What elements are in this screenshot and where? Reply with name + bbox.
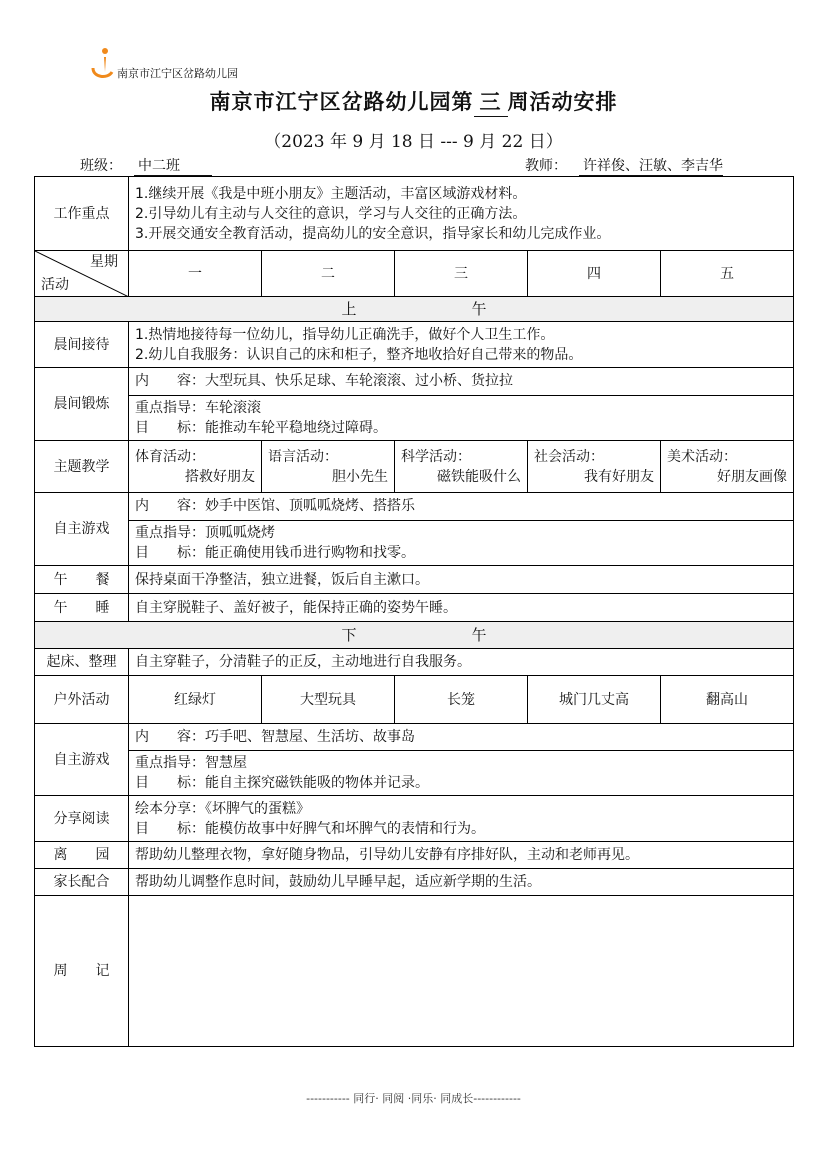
outdoor-mon: 红绿灯 [129, 676, 262, 724]
reception-content [129, 322, 794, 368]
morning-free-play-label: 自主游戏 [35, 493, 129, 566]
reading-book: 绘本分享：《坏脾气的蛋糕》 [135, 800, 310, 817]
parents-label: 家长配合 [35, 869, 129, 896]
teacher-value: 许祥俊、汪敏、李吉华 [579, 155, 723, 176]
exercise-goal: 目 标：能推动车轮平稳地绕过障碍。 [135, 420, 387, 436]
footer-slogan: ----------- 同行· 同阅 ·同乐· 同成长------------ [306, 1092, 521, 1105]
wakeup-label: 起床、整理 [35, 649, 129, 676]
morning-free-play-focus: 重点指导：顶呱呱烧烤 [135, 525, 275, 541]
leaving-content: 帮助幼儿整理衣物，拿好随身物品，引导幼儿安静有序排好队，主动和老师再见。 [129, 842, 794, 869]
weekday-top-label: 星期 [90, 254, 118, 270]
theme-activity-fri [661, 441, 794, 493]
reading-label: 分享阅读 [35, 796, 129, 842]
reception-item: 1.热情地接待每一位幼儿，指导幼儿正确洗手，做好个人卫生工作。 [135, 326, 555, 343]
outdoor-fri: 翻高山 [661, 676, 794, 724]
afternoon-free-play-focus-goal [129, 751, 793, 795]
afternoon-section-a: 下 [341, 626, 357, 644]
work-focus-row [35, 177, 794, 251]
morning-section-header [35, 297, 794, 322]
exercise-focus-goal [129, 396, 793, 440]
theme-type: 科学活动： [401, 448, 471, 465]
morning-free-play-row [35, 493, 794, 566]
theme-name: 胆小先生 [332, 468, 388, 485]
weekday-thu: 四 [528, 251, 661, 297]
lunch-content: 保持桌面干净整洁，独立进餐，饭后自主漱口。 [129, 566, 794, 594]
wakeup-row [35, 649, 794, 676]
date-range: （2023 年 9 月 18 日 --- 9 月 22 日） [264, 132, 563, 152]
afternoon-free-play-row [35, 724, 794, 796]
afternoon-free-play-content [129, 724, 794, 796]
morning-section-a: 上 [341, 300, 357, 318]
afternoon-section-header [35, 622, 794, 649]
work-focus-label: 工作重点 [35, 177, 129, 251]
exercise-focus: 重点指导：车轮滚滚 [135, 400, 261, 416]
class-value: 中二班 [134, 155, 212, 176]
nap-label: 午 睡 [35, 594, 129, 622]
outdoor-tue: 大型玩具 [262, 676, 395, 724]
afternoon-free-play-focus: 重点指导：智慧屋 [135, 755, 247, 771]
theme-activity-wed [395, 441, 528, 493]
exercise-content [129, 368, 794, 441]
leaving-row [35, 842, 794, 869]
morning-free-play-content [129, 493, 794, 566]
weekday-wed: 三 [395, 251, 528, 297]
outdoor-wed: 长笼 [395, 676, 528, 724]
afternoon-section-b: 午 [471, 626, 487, 644]
weekday-tue: 二 [262, 251, 395, 297]
morning-free-play-goal: 目 标：能正确使用钱币进行购物和找零。 [135, 545, 415, 561]
theme-label: 主题教学 [35, 441, 129, 493]
class-label: 班级： [80, 158, 122, 174]
weekly-notes-label: 周 记 [35, 896, 129, 1047]
reading-row [35, 796, 794, 842]
parents-row [35, 869, 794, 896]
reception-label: 晨间接待 [35, 322, 129, 368]
teacher-label: 教师： [525, 158, 567, 174]
afternoon-free-play-label: 自主游戏 [35, 724, 129, 796]
parents-content: 帮助幼儿调整作息时间，鼓励幼儿早睡早起，适应新学期的生活。 [129, 869, 794, 896]
lunch-row [35, 566, 794, 594]
afternoon-section-row [35, 622, 794, 649]
weekday-fri: 五 [661, 251, 794, 297]
weekly-notes-row [35, 896, 794, 1047]
theme-type: 美术活动： [667, 448, 737, 465]
afternoon-free-play-goal: 目 标：能自主探究磁铁能吸的物体并记录。 [135, 775, 429, 791]
work-focus-item: 1.继续开展《我是中班小朋友》主题活动，丰富区域游戏材料。 [135, 185, 527, 202]
school-logo-icon [90, 46, 116, 80]
theme-name: 磁铁能吸什么 [437, 468, 521, 485]
work-focus-item: 3.开展交通安全教育活动，提高幼儿的安全意识，指导家长和幼儿完成作业。 [135, 225, 611, 242]
school-logo-text: 南京市江宁区岔路幼儿园 [117, 67, 238, 80]
morning-free-play-content-line: 内 容：妙手中医馆、顶呱呱烧烤、搭搭乐 [129, 493, 793, 521]
nap-row [35, 594, 794, 622]
work-focus-item: 2.引导幼儿有主动与人交往的意识，学习与人交往的正确方法。 [135, 205, 527, 222]
weekday-header-row [35, 251, 794, 297]
weekday-mon: 一 [129, 251, 262, 297]
exercise-content-line: 内 容：大型玩具、快乐足球、车轮滚滚、过小桥、货拉拉 [129, 368, 793, 396]
exercise-row [35, 368, 794, 441]
wakeup-content: 自主穿鞋子，分清鞋子的正反，主动地进行自我服务。 [129, 649, 794, 676]
theme-row [35, 441, 794, 493]
reception-item: 2.幼儿自我服务：认识自己的床和柜子，整齐地收拾好自己带来的物品。 [135, 346, 583, 363]
theme-name: 我有好朋友 [584, 468, 654, 485]
reading-content [129, 796, 794, 842]
week-number: 三 [474, 86, 508, 117]
leaving-label: 离 园 [35, 842, 129, 869]
class-info [80, 155, 212, 176]
work-focus-content [129, 177, 794, 251]
title-prefix: 南京市江宁区岔路幼儿园第 [209, 90, 474, 114]
exercise-label: 晨间锻炼 [35, 368, 129, 441]
page-title [0, 86, 827, 117]
outdoor-thu: 城门几丈高 [528, 676, 661, 724]
morning-free-play-focus-goal [129, 521, 793, 565]
outdoor-label: 户外活动 [35, 676, 129, 724]
theme-type: 语言活动： [268, 448, 338, 465]
outdoor-row [35, 676, 794, 724]
reading-goal: 目 标：能模仿故事中好脾气和坏脾气的表情和行为。 [135, 820, 485, 837]
theme-activity-thu [528, 441, 661, 493]
weekday-corner-cell [35, 251, 129, 297]
theme-type: 体育活动： [135, 448, 205, 465]
activity-bottom-label: 活动 [41, 277, 69, 293]
reception-row [35, 322, 794, 368]
weekly-notes-content[interactable] [129, 896, 794, 1047]
teacher-info [525, 155, 723, 176]
theme-activity-tue [262, 441, 395, 493]
theme-name: 搭救好朋友 [185, 468, 255, 485]
nap-content: 自主穿脱鞋子、盖好被子，能保持正确的姿势午睡。 [129, 594, 794, 622]
morning-section-b: 午 [471, 300, 487, 318]
lunch-label: 午 餐 [35, 566, 129, 594]
title-suffix: 周活动安排 [507, 90, 618, 114]
afternoon-free-play-content-line: 内 容：巧手吧、智慧屋、生活坊、故事岛 [129, 724, 793, 751]
theme-type: 社会活动： [534, 448, 604, 465]
schedule-table [34, 176, 794, 1047]
theme-activity-mon [129, 441, 262, 493]
theme-name: 好朋友画像 [717, 468, 788, 485]
morning-section-row [35, 297, 794, 322]
